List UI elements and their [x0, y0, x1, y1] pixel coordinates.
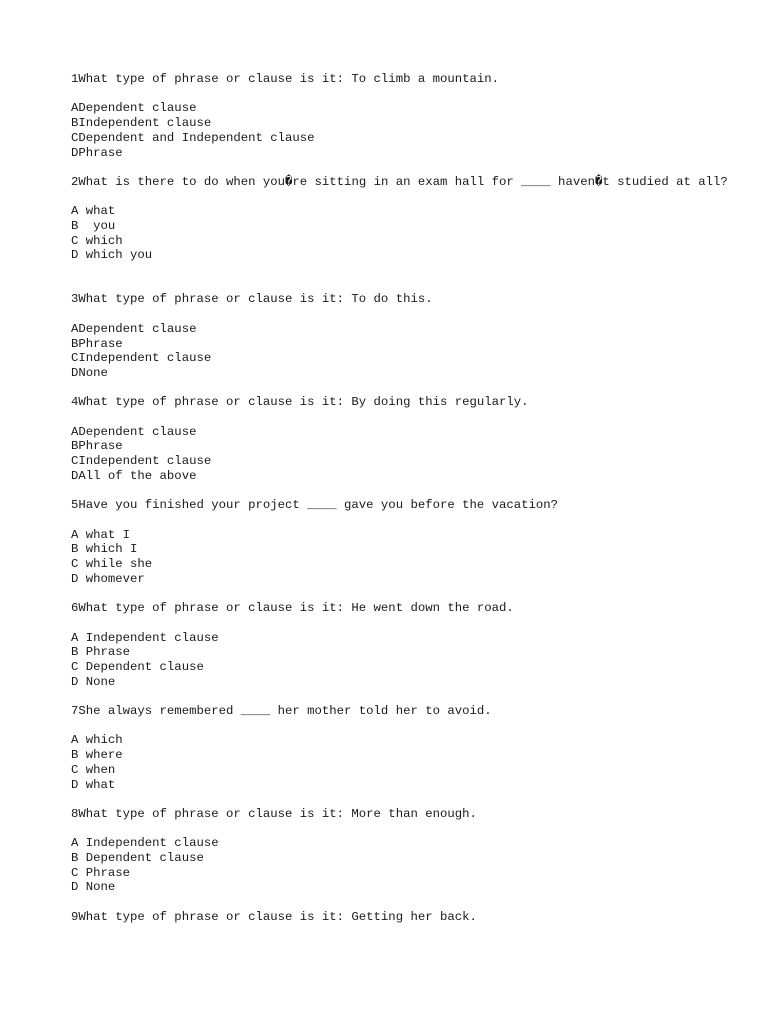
- answer-option: B which I: [71, 542, 138, 557]
- answer-option: D whomever: [71, 571, 145, 586]
- answer-option: C Dependent clause: [71, 659, 204, 674]
- answer-option: A which: [71, 733, 123, 748]
- answer-option: D None: [71, 674, 116, 689]
- question-5: [71, 498, 748, 586]
- answer-option: BPhrase: [71, 336, 123, 351]
- answer-options: [71, 631, 748, 690]
- answer-option: D what: [71, 777, 116, 792]
- answer-options: [71, 101, 748, 160]
- question-prompt: 1What type of phrase or clause is it: To climb a mountain.: [71, 72, 500, 86]
- answer-option: ADependent clause: [71, 321, 197, 336]
- answer-option: A what I: [71, 527, 131, 542]
- question-1: [71, 72, 748, 160]
- question-prompt: 9What type of phrase or clause is it: Getting her back.: [71, 909, 477, 924]
- answer-option: C while she: [71, 557, 153, 572]
- answer-options: [71, 836, 748, 895]
- question-9: [71, 910, 748, 925]
- answer-option: BPhrase: [71, 439, 123, 454]
- question-8: [71, 807, 748, 895]
- question-4: [71, 395, 748, 483]
- question-prompt: 3What type of phrase or clause is it: To do this.: [71, 292, 433, 307]
- question-3: [71, 292, 748, 380]
- question-prompt: 2What is there to do when you�re sitting in an exam hall for ____ haven�t studied at all?: [71, 174, 728, 189]
- answer-option: C which: [71, 233, 123, 248]
- answer-option: CDependent and Independent clause: [71, 130, 315, 145]
- answer-option: BIndependent clause: [71, 116, 212, 131]
- answer-option: DNone: [71, 365, 108, 380]
- answer-options: [71, 733, 748, 792]
- answer-option: A Independent clause: [71, 836, 219, 851]
- answer-option: B you: [71, 218, 116, 233]
- answer-option: A what: [71, 204, 116, 219]
- answer-options: [71, 322, 748, 381]
- answer-options: [71, 425, 748, 484]
- answer-option: ADependent clause: [71, 424, 197, 439]
- question-prompt: 8What type of phrase or clause is it: More than enough.: [71, 806, 477, 821]
- answer-option: C when: [71, 762, 116, 777]
- question-2: [71, 175, 748, 263]
- answer-option: B where: [71, 748, 123, 763]
- question-prompt: 6What type of phrase or clause is it: He went down the road.: [71, 601, 514, 616]
- answer-option: ADependent clause: [71, 101, 197, 116]
- answer-option: D which you: [71, 248, 153, 263]
- answer-option: A Independent clause: [71, 630, 219, 645]
- answer-option: CIndependent clause: [71, 351, 212, 366]
- answer-options: [71, 528, 748, 587]
- answer-option: DPhrase: [71, 145, 123, 160]
- answer-option: CIndependent clause: [71, 454, 212, 469]
- answer-option: C Phrase: [71, 865, 131, 880]
- answer-option: D None: [71, 880, 116, 895]
- answer-option: DAll of the above: [71, 468, 197, 483]
- question-6: [71, 601, 748, 689]
- question-7: [71, 704, 748, 792]
- answer-option: B Phrase: [71, 645, 131, 660]
- answer-options: [71, 204, 748, 263]
- answer-option: B Dependent clause: [71, 851, 204, 866]
- question-prompt: 4What type of phrase or clause is it: By doing this regularly.: [71, 395, 529, 410]
- question-prompt: 7She always remembered ____ her mother told her to avoid.: [71, 704, 492, 719]
- question-prompt: 5Have you finished your project ____ gave you before the vacation?: [71, 498, 559, 513]
- document-page: [71, 72, 748, 925]
